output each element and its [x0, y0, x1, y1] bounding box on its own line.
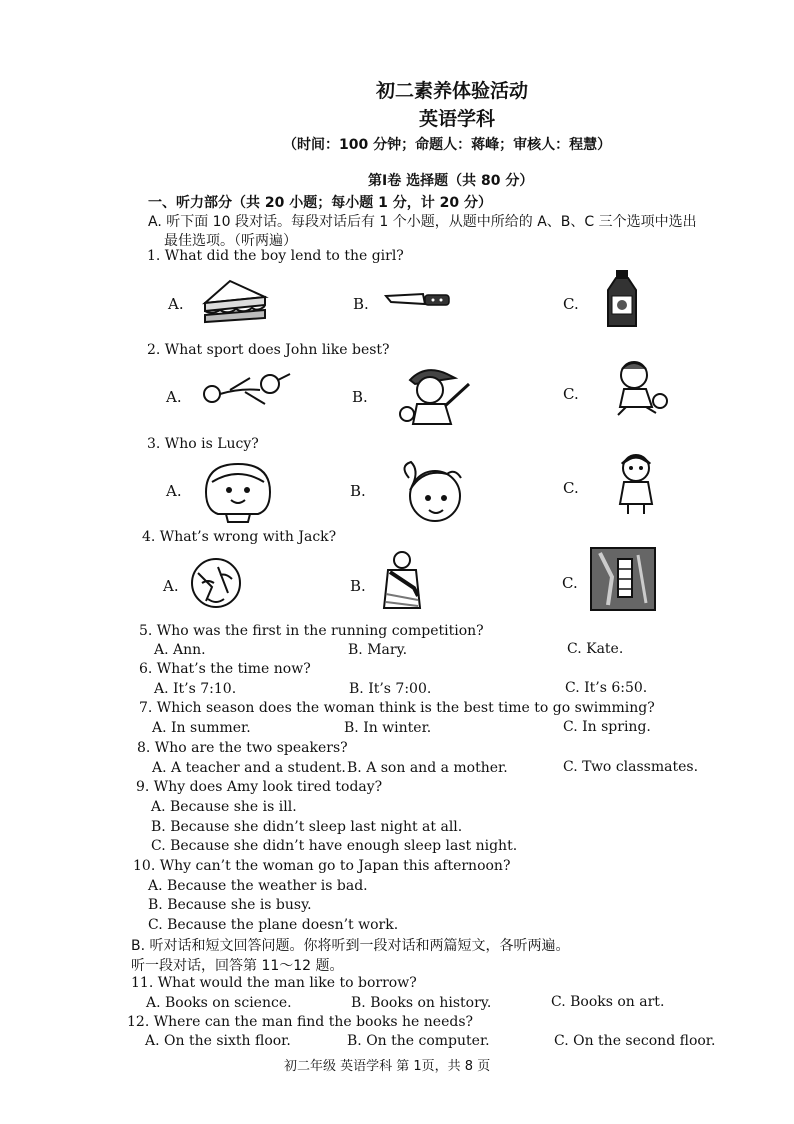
q4-label-c: C. — [562, 574, 578, 592]
short-hair-girl-icon — [198, 460, 278, 525]
instruction-a-line2: 最佳选项。（听两遍） — [164, 233, 297, 249]
part-b-sub-instruction: 听一段对话，回答第 11～12 题。 — [131, 958, 344, 974]
q7-option-a: A. In summer. — [152, 720, 251, 736]
question-1: 1. What did the boy lend to the girl? — [147, 248, 404, 264]
q4-label-b: B. — [350, 577, 366, 595]
football-boy-icon — [606, 357, 671, 419]
part1-heading: 一、听力部分（共 20 小题；每小题 1 分，计 20 分） — [148, 195, 492, 211]
q8-option-c: C. Two classmates. — [563, 759, 699, 775]
q2-label-b: B. — [352, 388, 368, 406]
q1-label-c: C. — [563, 295, 579, 313]
q2-label-a: A. — [166, 388, 182, 406]
question-5: 5. Who was the first in the running competition? — [139, 623, 484, 639]
knife-icon — [383, 288, 453, 313]
q9-option-c: C. Because she didn’t have enough sleep last night. — [151, 838, 518, 854]
question-11: 11. What would the man like to borrow? — [131, 975, 417, 991]
q6-option-c: C. It’s 6:50. — [565, 680, 648, 696]
broken-arm-icon — [378, 550, 428, 612]
q11-option-b: B. Books on history. — [351, 995, 492, 1011]
q8-option-b: B. A son and a mother. — [347, 760, 508, 776]
q9-option-b: B. Because she didn’t sleep last night at all. — [151, 819, 463, 835]
q4-label-a: A. — [163, 577, 179, 595]
instruction-a-line1: A. 听下面 10 段对话。每段对话后有 1 个小题，从题中所给的 A、B、C 三个选项中选出 — [148, 214, 697, 230]
question-9: 9. Why does Amy look tired today? — [136, 779, 383, 795]
exam-meta: （时间：100 分钟；命题人：蒋峰；审核人：程慧） — [283, 137, 612, 153]
q12-option-a: A. On the sixth floor. — [145, 1033, 291, 1049]
q12-option-c: C. On the second floor. — [554, 1033, 716, 1049]
page-footer: 初二年级 英语学科 第 1页，共 8 页 — [284, 1059, 491, 1074]
sandwich-icon — [200, 275, 270, 325]
q1-label-b: B. — [353, 295, 369, 313]
q3-label-c: C. — [563, 479, 579, 497]
ketchup-bottle-icon — [602, 268, 642, 330]
q5-option-c: C. Kate. — [567, 641, 624, 657]
q2-label-c: C. — [563, 385, 579, 403]
q10-option-a: A. Because the weather is bad. — [148, 878, 368, 894]
volume-heading: 第Ⅰ卷 选择题（共 80 分） — [368, 173, 534, 189]
question-4: 4. What’s wrong with Jack? — [142, 529, 337, 545]
question-2: 2. What sport does John like best? — [147, 342, 390, 358]
injured-leg-icon — [590, 547, 656, 611]
q6-option-b: B. It’s 7:00. — [349, 681, 432, 697]
q8-option-a: A. A teacher and a student. — [152, 760, 346, 776]
question-7: 7. Which season does the woman think is the best time to go swimming? — [139, 700, 655, 716]
q5-option-b: B. Mary. — [348, 642, 408, 658]
swimming-boy-icon — [200, 370, 295, 415]
q10-option-c: C. Because the plane doesn’t work. — [148, 917, 399, 933]
q7-option-b: B. In winter. — [344, 720, 432, 736]
ponytail-girl-icon — [395, 456, 470, 526]
q5-option-a: A. Ann. — [154, 642, 206, 658]
q10-option-b: B. Because she is busy. — [148, 897, 312, 913]
question-3: 3. Who is Lucy? — [147, 436, 259, 452]
q3-label-a: A. — [166, 482, 182, 500]
question-6: 6. What’s the time now? — [139, 661, 311, 677]
q3-label-b: B. — [350, 482, 366, 500]
part-b-instruction: B. 听对话和短文回答问题。你将听到一段对话和两篇短文，各听两遍。 — [131, 938, 570, 954]
q1-label-a: A. — [168, 295, 184, 313]
q9-option-a: A. Because she is ill. — [151, 799, 297, 815]
subject-title: 英语学科 — [418, 108, 495, 130]
q11-option-c: C. Books on art. — [551, 994, 665, 1010]
q12-option-b: B. On the computer. — [347, 1033, 490, 1049]
curly-hair-girl-icon — [612, 452, 662, 517]
exam-title: 初二素养体验活动 — [375, 80, 528, 102]
question-10: 10. Why can’t the woman go to Japan this afternoon? — [133, 858, 511, 874]
question-8: 8. Who are the two speakers? — [137, 740, 348, 756]
q7-option-c: C. In spring. — [563, 719, 651, 735]
question-12: 12. Where can the man find the books he needs? — [127, 1014, 474, 1030]
q6-option-a: A. It’s 7:10. — [154, 681, 237, 697]
toothache-icon — [188, 553, 243, 611]
baseball-boy-icon — [395, 362, 475, 432]
q11-option-a: A. Books on science. — [146, 995, 292, 1011]
